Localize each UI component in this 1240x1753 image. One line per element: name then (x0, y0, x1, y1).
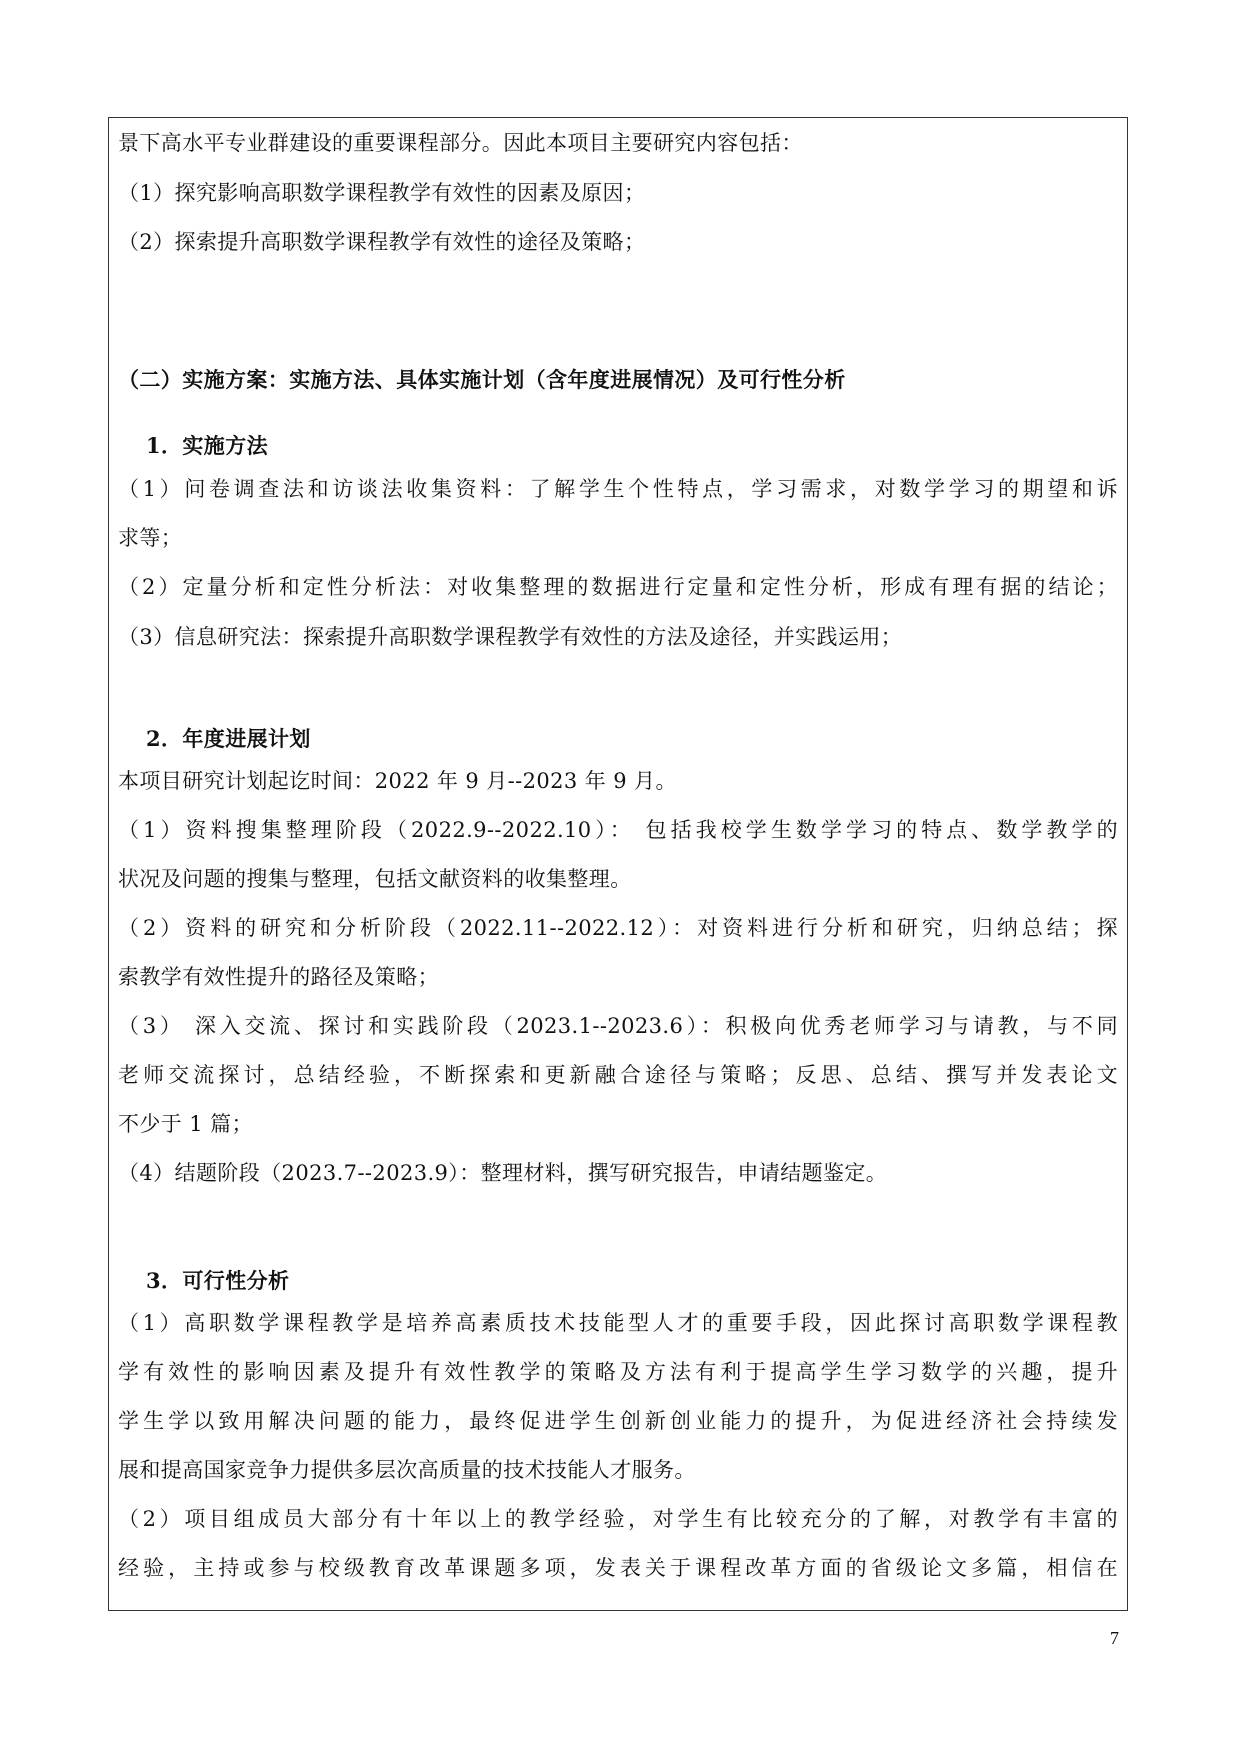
plan-stage-3: （3） 深入交流、探讨和实践阶段（2023.1--2023.6）：积极向优秀老师学习与请教，与不同 (118, 1014, 1118, 1038)
plan-timeframe: 本项目研究计划起讫时间：2022 年 9 月--2023 年 9 月。 (118, 769, 677, 793)
plan-stage-1-continued: 状况及问题的搜集与整理，包括文献资料的收集整理。 (118, 867, 632, 891)
research-content-item-2: （2）探索提升高职数学课程教学有效性的途径及策略； (118, 230, 646, 254)
plan-stage-2: （2）资料的研究和分析阶段（2022.11--2022.12）：对资料进行分析和研究，归纳总结；探 (118, 916, 1118, 940)
plan-stage-2-continued: 索教学有效性提升的路径及策略； (118, 965, 439, 989)
plan-stage-3-end: 不少于 1 篇； (118, 1112, 253, 1136)
page-number: 7 (1110, 1628, 1119, 1648)
feasibility-item-1: （1）高职数学课程教学是培养高素质技术技能型人才的重要手段，因此探讨高职数学课程教 (118, 1311, 1118, 1335)
research-content-item-1: （1）探究影响高职数学课程教学有效性的因素及原因； (118, 181, 646, 205)
method-item-3: （3）信息研究法：探索提升高职数学课程教学有效性的方法及途径，并实践运用； (118, 625, 903, 649)
feasibility-item-1-line-4: 展和提高国家竞争力提供多层次高质量的技术技能人才服务。 (118, 1458, 696, 1482)
method-item-2: （2）定量分析和定性分析法：对收集整理的数据进行定量和定性分析，形成有理有据的结论； (118, 575, 1118, 599)
plan-stage-4: （4）结题阶段（2023.7--2023.9）：整理材料，撰写研究报告，申请结题鉴定。 (118, 1161, 888, 1185)
feasibility-item-1-line-2: 学有效性的影响因素及提升有效性教学的策略及方法有利于提高学生学习数学的兴趣，提升 (118, 1360, 1118, 1384)
paragraph-line: 景下高水平专业群建设的重要课程部分。因此本项目主要研究内容包括： (118, 131, 803, 155)
feasibility-item-2-line-2: 经验，主持或参与校级教育改革课题多项，发表关于课程改革方面的省级论文多篇，相信在 (118, 1556, 1118, 1580)
subheading-annual-plan: 2．年度进展计划 (146, 726, 311, 751)
method-item-1: （1）问卷调查法和访谈法收集资料：了解学生个性特点，学习需求，对数学学习的期望和诉 (118, 477, 1118, 501)
feasibility-item-2: （2）项目组成员大部分有十年以上的教学经验，对学生有比较充分的了解，对教学有丰富的 (118, 1507, 1118, 1531)
method-item-1-continued: 求等； (118, 526, 183, 550)
subheading-feasibility: 3．可行性分析 (146, 1268, 290, 1293)
section-heading-implementation: （二）实施方案：实施方法、具体实施计划（含年度进展情况）及可行性分析 (118, 367, 846, 392)
plan-stage-3-continued: 老师交流探讨，总结经验，不断探索和更新融合途径与策略；反思、总结、撰写并发表论文 (118, 1063, 1118, 1087)
subheading-methods: 1．实施方法 (146, 433, 269, 458)
feasibility-item-1-line-3: 学生学以致用解决问题的能力，最终促进学生创新创业能力的提升，为促进经济社会持续发 (118, 1409, 1118, 1433)
plan-stage-1: （1）资料搜集整理阶段（2022.9--2022.10）： 包括我校学生数学学习的特点、数学教学的 (118, 818, 1118, 842)
